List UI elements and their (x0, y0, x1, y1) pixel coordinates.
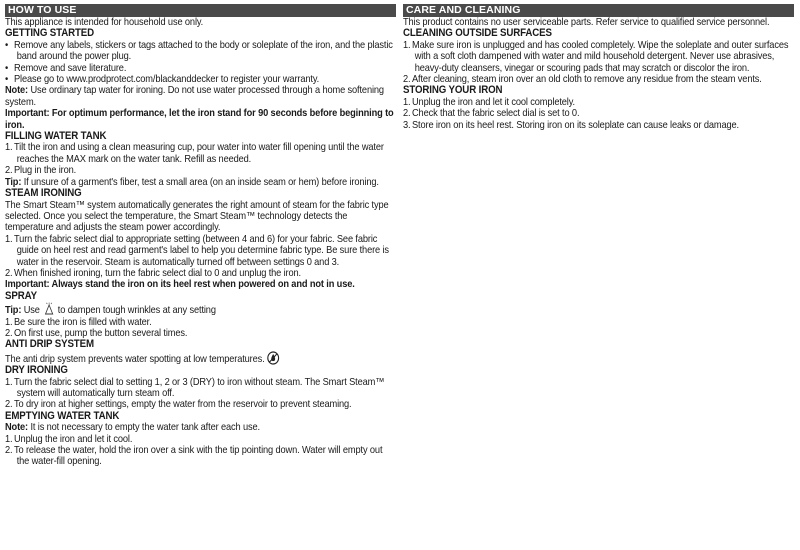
important-stand-note: Important: For optimum performance, let the iron stand for 90 seconds before beginning to iron. (5, 108, 394, 131)
list-item: • Please go to www.prodprotect.com/blackanddecker to register your warranty. (5, 74, 320, 86)
fabric-tip: Tip: If unsure of a garment's fiber, test a small area (on an inside seam or hem) before ironing. (5, 176, 379, 188)
list-item: 2. To release the water, hold the iron over a sink with the tip pointing down. Water will empty out the water-fill opening. (5, 445, 383, 468)
list-item: 1. Tilt the iron and using a clean measuring cup, pour water into water fill opening until the water reaches the MAX mark on the water tank. Refill as needed. (5, 142, 384, 165)
how-to-use-content (5, 17, 397, 468)
spray-tip: Tip: Use to dampen tough wrinkles at any setting (5, 302, 397, 316)
list-item: • Remove any labels, stickers or tags attached to the body or soleplate of the iron, and the plastic band around the power plug. (5, 39, 393, 63)
care-and-cleaning-content (403, 17, 795, 131)
list-item: 2. To dry iron at higher settings, empty the water from the reservoir to prevent steaming. (5, 399, 352, 411)
list-item: 2. On first use, pump the button several times. (5, 327, 188, 339)
emptying-steps (5, 434, 397, 468)
list-item: 1. Make sure iron is unplugged and has cooled completely. Wipe the soleplate and outer surfaces with a soft cloth dampened with water and mild household detergent. Never use abrasives, heavy-duty cleansers, vinegar or scouring pads that may scratch or discolor the iron. (403, 39, 789, 74)
filling-heading: FILLING WATER TANK (5, 130, 107, 143)
spray-heading: SPRAY (5, 289, 37, 302)
list-item: 2. When finished ironing, turn the fabric select dial to 0 and unplug the iron. (5, 267, 302, 279)
list-item: 2. Plug in the iron. (5, 165, 77, 177)
getting-started-heading: GETTING STARTED (5, 27, 95, 40)
anti-drip-icon (267, 351, 280, 365)
list-item: 2. After cleaning, steam iron over an old cloth to remove any residue from the steam vents. (403, 74, 762, 86)
care-and-cleaning-column (403, 4, 794, 131)
emptying-note: Note: It is not necessary to empty the water tank after each use. (5, 422, 260, 434)
care-and-cleaning-header: CARE AND CLEANING (403, 4, 794, 17)
list-item: 1. Unplug the iron and let it cool. (5, 433, 133, 445)
list-item: • Remove and save literature. (5, 62, 127, 74)
water-note: Note: Use ordinary tap water for ironing. Do not use water processed through a home softening system. (5, 85, 384, 108)
service-text: This product contains no user serviceable parts. Refer service to qualified service personnel. (403, 17, 770, 28)
important-heel-rest: Important: Always stand the iron on its heel rest when powered on and not in use. (5, 279, 355, 291)
list-item: 2. Check that the fabric select dial is set to 0. (403, 108, 580, 120)
list-item: 1. Unplug the iron and let it cool completely. (403, 96, 575, 108)
how-to-use-column (5, 4, 396, 468)
steam-steps (5, 234, 397, 280)
steam-text: The Smart Steam™ system automatically generates the right amount of steam for the fabric type selected. Once you select the temperature, the Smart Steam™ technology detects the temperature and adjusts the steam power accordingly. (5, 199, 389, 234)
spray-button-icon (43, 302, 56, 315)
filling-steps (5, 142, 397, 176)
storing-heading: STORING YOUR IRON (403, 84, 503, 97)
list-item: 1. Be sure the iron is filled with water. (5, 316, 152, 328)
spray-steps (5, 317, 397, 340)
anti-drip-text: The anti drip system prevents water spotting at low temperatures. (5, 351, 397, 365)
list-item: 1. Turn the fabric select dial to appropriate setting (between 4 and 6) for your fabric. See fabric guide on heel rest and read garment's label to help you determine fabric type. Be sure there is water in the reservoir. Steam is automatically turned off between settings 0 and 3. (5, 233, 389, 268)
cleaning-steps (403, 40, 795, 86)
storing-steps (403, 97, 795, 131)
dry-ironing-heading: DRY IRONING (5, 364, 68, 377)
steam-heading: STEAM IRONING (5, 187, 82, 200)
list-item: 1. Turn the fabric select dial to setting 1, 2 or 3 (DRY) to iron without steam. The Smart Steam™ system will automatically turn steam off. (5, 376, 385, 399)
anti-drip-heading: ANTI DRIP SYSTEM (5, 338, 94, 351)
list-item: 3. Store iron on its heel rest. Storing iron on its soleplate can cause leaks or damage. (403, 119, 739, 131)
dry-ironing-steps (5, 377, 397, 411)
getting-started-list (5, 40, 397, 86)
how-to-use-header: HOW TO USE (5, 4, 396, 17)
emptying-heading: EMPTYING WATER TANK (5, 409, 120, 422)
intro-text: This appliance is intended for household use only. (5, 17, 204, 28)
cleaning-heading: CLEANING OUTSIDE SURFACES (403, 27, 552, 40)
